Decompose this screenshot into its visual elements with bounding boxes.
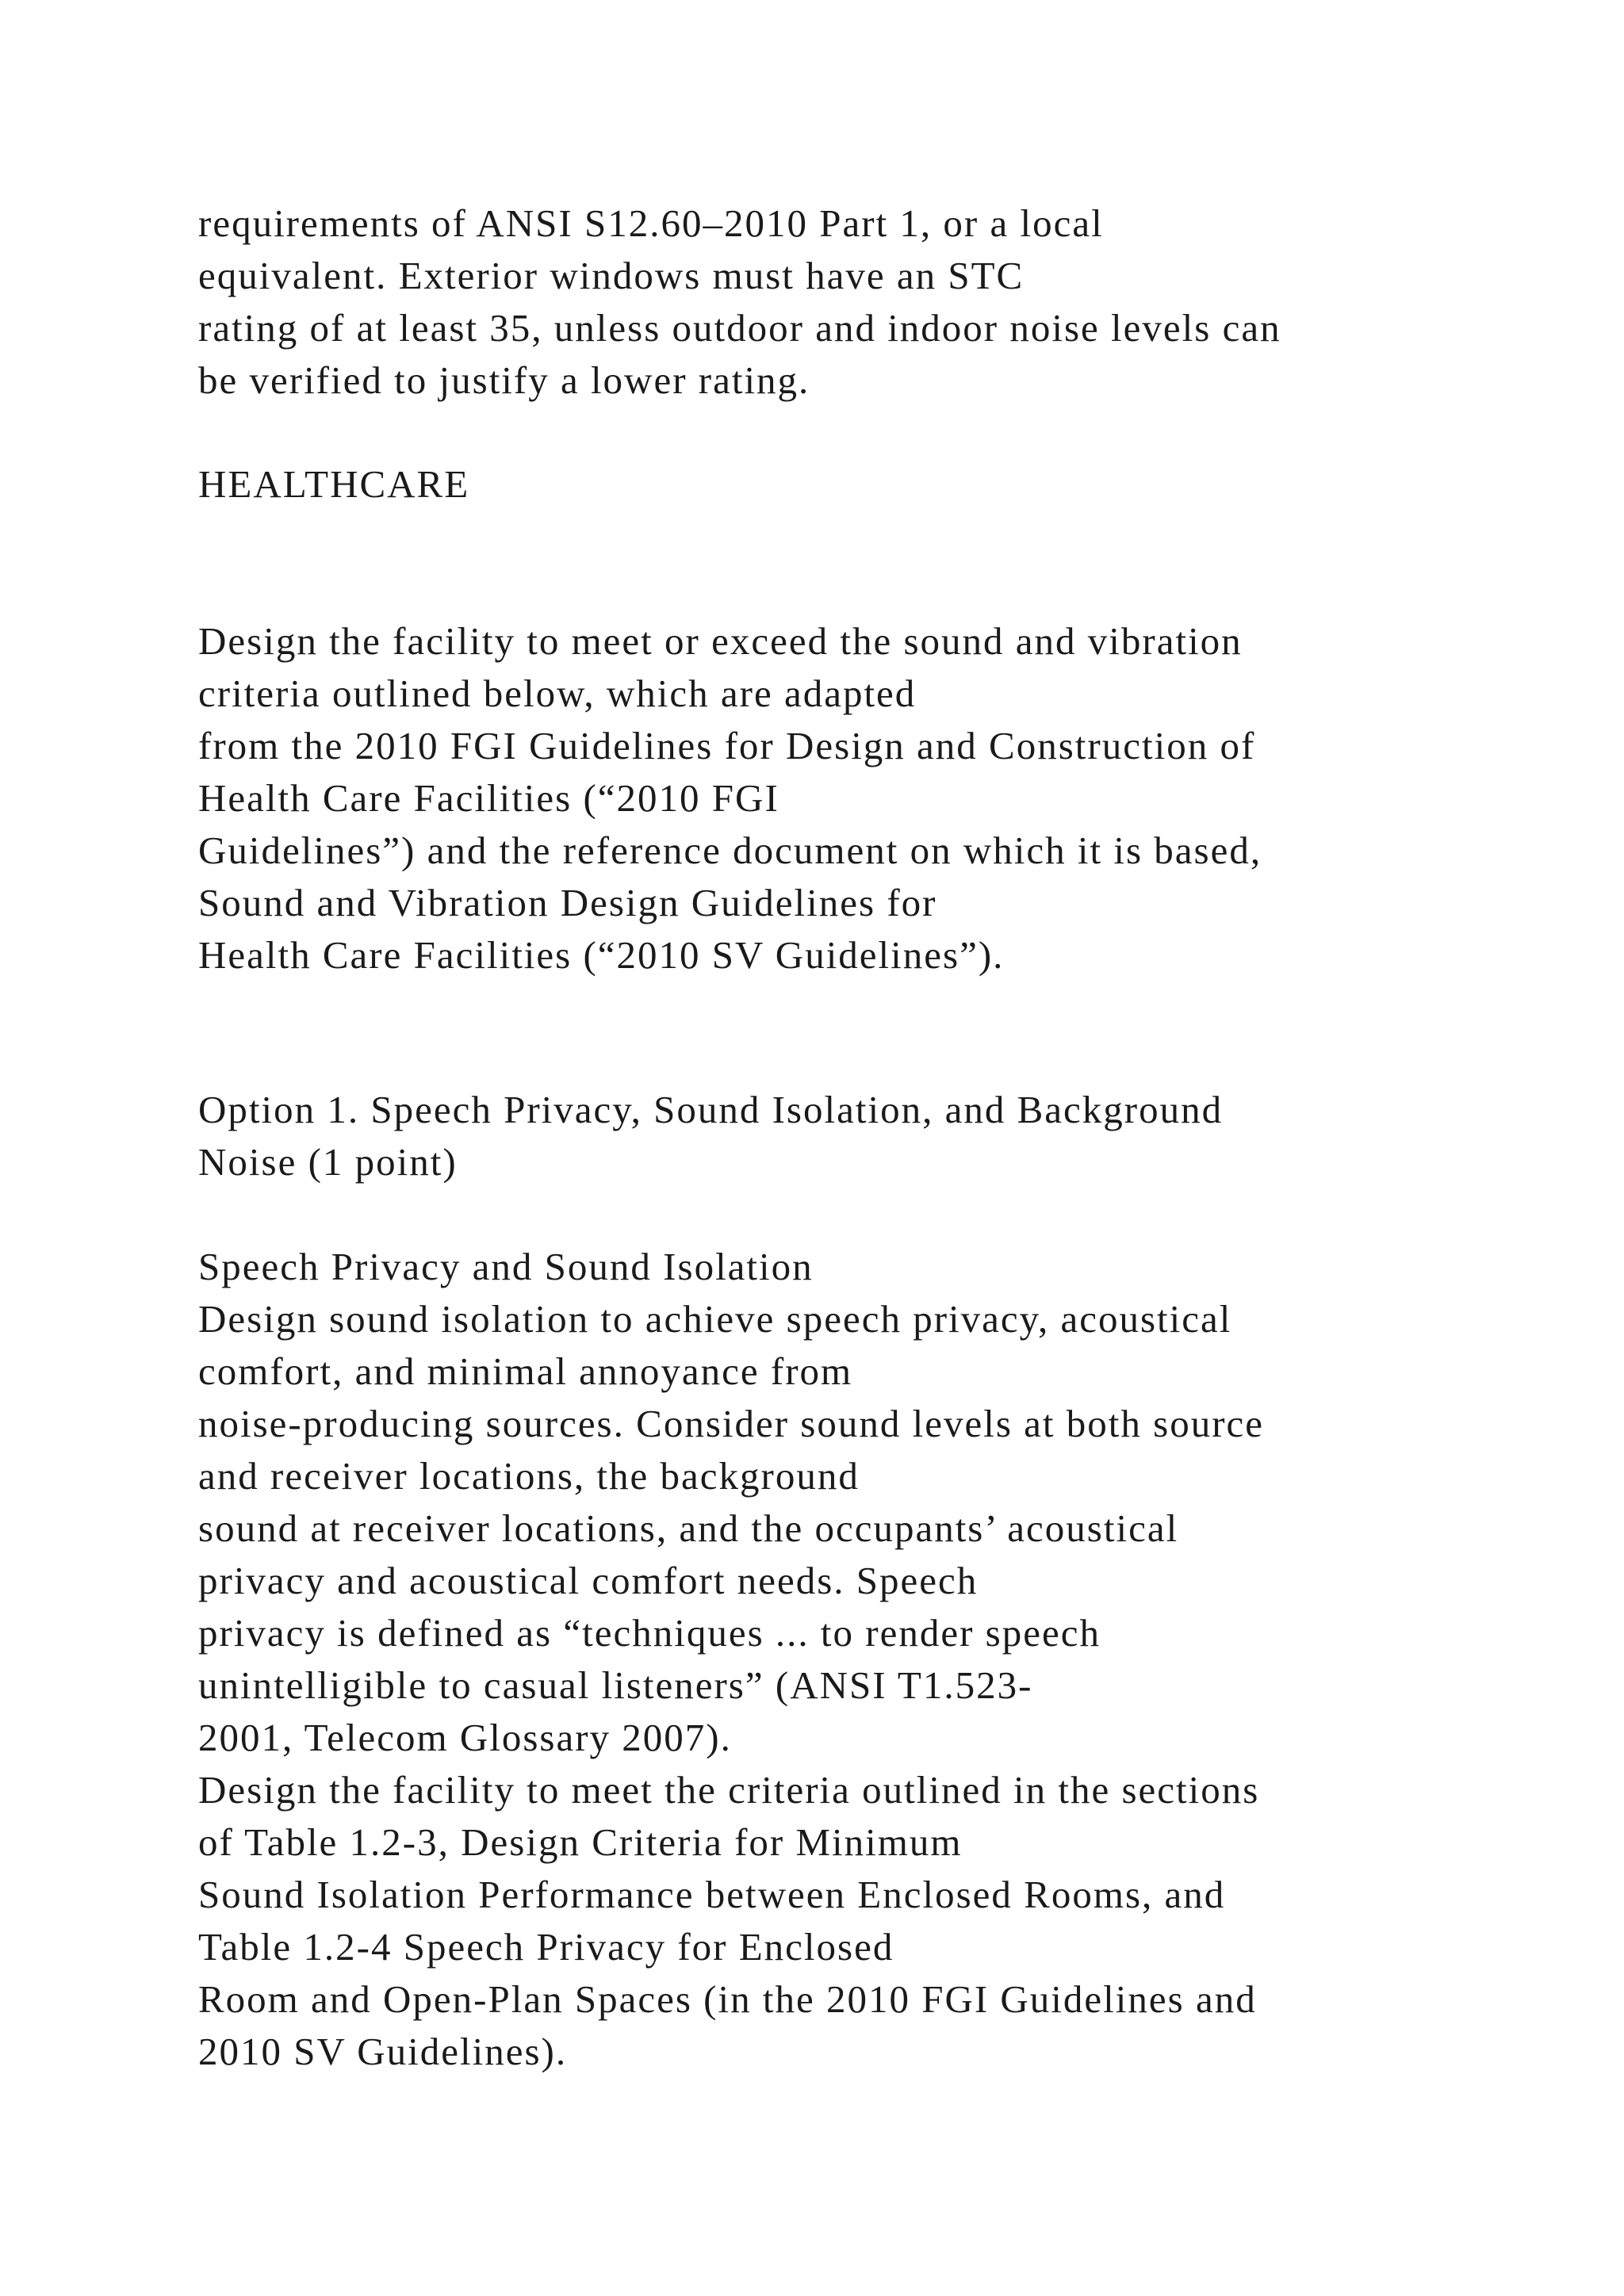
text-line: Room and Open-Plan Spaces (in the 2010 FGI Guidelines and <box>198 1977 1257 2021</box>
text-line: 2010 SV Guidelines). <box>198 2030 568 2073</box>
option-1-heading <box>198 1084 1223 1188</box>
text-line: of Table 1.2-3, Design Criteria for Minimum <box>198 1820 963 1864</box>
section-heading-healthcare <box>198 458 469 511</box>
text-line: 2001, Telecom Glossary 2007). <box>198 1716 732 1759</box>
text-line: Table 1.2-4 Speech Privacy for Enclosed <box>198 1925 894 1969</box>
text-line: Guidelines”) and the reference document on which it is based, <box>198 828 1262 872</box>
text-line: from the 2010 FGI Guidelines for Design and Construction of <box>198 724 1256 767</box>
text-line: Sound Isolation Performance between Enclosed Rooms, and <box>198 1873 1226 1916</box>
text-line: Option 1. Speech Privacy, Sound Isolation, and Background <box>198 1088 1224 1131</box>
text-line: requirements of ANSI S12.60–2010 Part 1, or a local <box>198 201 1104 245</box>
text-line: Design the facility to meet or exceed the sound and vibration <box>198 619 1243 663</box>
paragraph-design-criteria <box>198 615 1262 982</box>
text-line: comfort, and minimal annoyance from <box>198 1349 853 1393</box>
text-line: criteria outlined below, which are adapted <box>198 672 917 715</box>
text-line: noise-producing sources. Consider sound levels at both source <box>198 1402 1265 1445</box>
text-line: Design sound isolation to achieve speech privacy, acoustical <box>198 1297 1232 1341</box>
text-line: Design the facility to meet the criteria outlined in the sections <box>198 1768 1260 1812</box>
text-line: Health Care Facilities (“2010 SV Guidelines”). <box>198 933 1005 977</box>
text-line: unintelligible to casual listeners” (ANSI T1.523- <box>198 1663 1033 1707</box>
text-line: Sound and Vibration Design Guidelines for <box>198 881 937 924</box>
text-line: equivalent. Exterior windows must have an STC <box>198 254 1025 297</box>
text-line: privacy is defined as “techniques ... to render speech <box>198 1611 1101 1655</box>
subheading-speech-privacy: Speech Privacy and Sound Isolation <box>198 1245 814 1288</box>
text-line: privacy and acoustical comfort needs. Speech <box>198 1559 979 1602</box>
text-line: and receiver locations, the background <box>198 1454 860 1498</box>
paragraph-speech-privacy <box>198 1241 1264 2078</box>
text-line: sound at receiver locations, and the occupants’ acoustical <box>198 1506 1179 1550</box>
paragraph-acoustic-requirements <box>198 197 1281 407</box>
text-line: Noise (1 point) <box>198 1140 458 1184</box>
text-line: Health Care Facilities (“2010 FGI <box>198 776 779 820</box>
heading-text: HEALTHCARE <box>198 462 470 506</box>
text-line: rating of at least 35, unless outdoor and indoor noise levels can <box>198 306 1281 350</box>
text-line: be verified to justify a lower rating. <box>198 358 810 402</box>
